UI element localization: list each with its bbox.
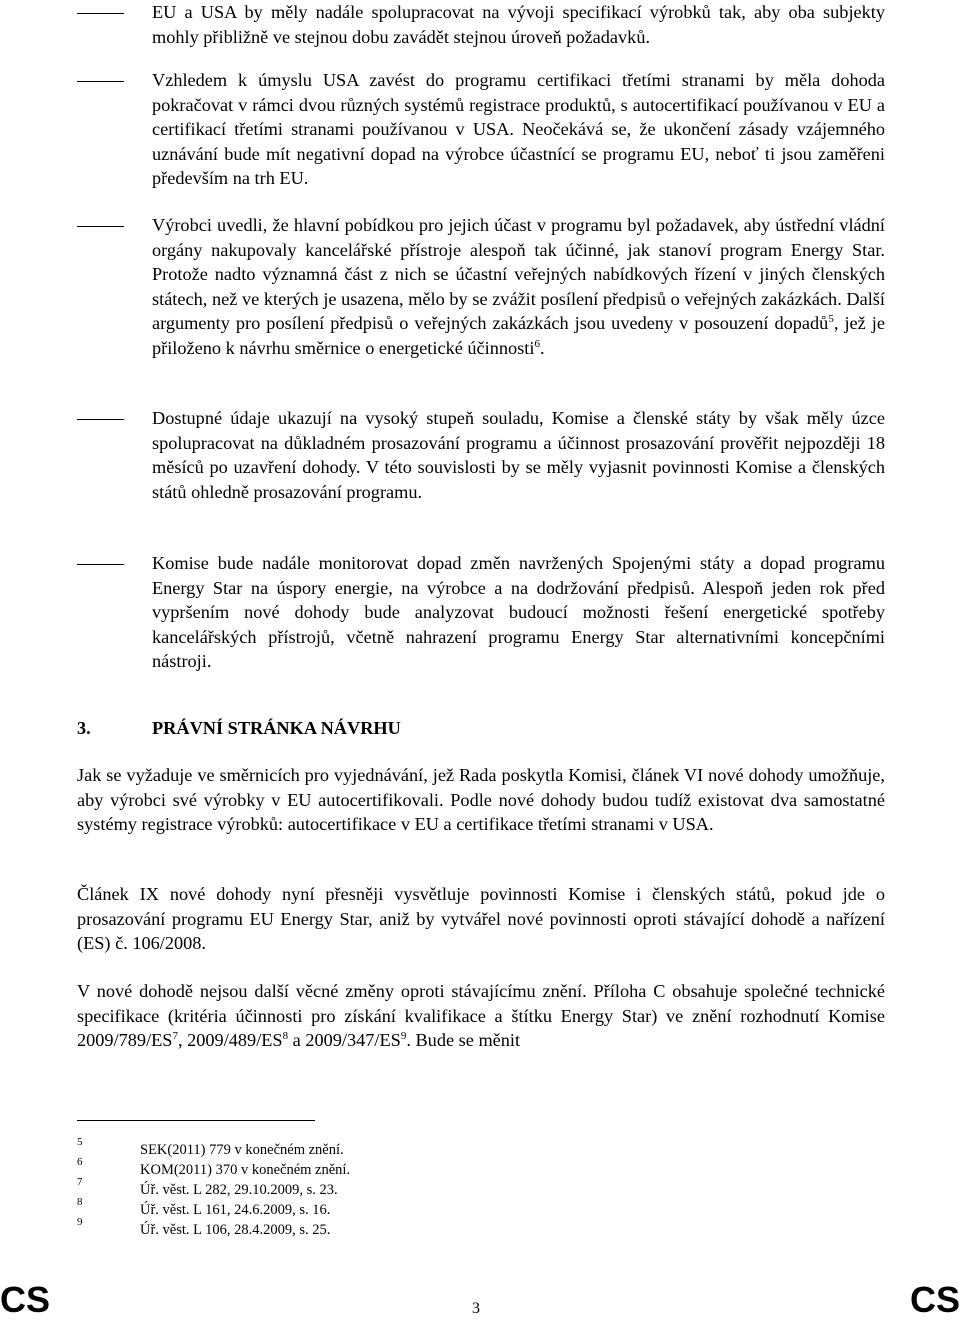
bullet-text: EU a USA by měly nadále spolupracovat na vývoji specifikací výrobků tak, aby oba subjekty mohly přibližně ve stejnou dobu zavádět stejnou úroveň požadavků.: [152, 2, 885, 47]
footnote-number: 7: [77, 1176, 83, 1188]
footnote-text: Úř. věst. L 161, 24.6.2009, s. 16.: [140, 1202, 331, 1218]
paragraph-text-part: V nové dohodě nejsou další věcné změny oproti stávajícímu znění. Příloha C obsahuje společné technické specifikace (kritéria účinnosti pro získání kvalifikace a štítku Energy Star) ve znění rozhodnutí Komise 2009/789/ES: [77, 981, 885, 1051]
footnote: [77, 1156, 677, 1180]
paragraph-text-part: , 2009/489/ES: [177, 1030, 283, 1051]
dash-marker: [77, 226, 124, 227]
bullet-text-part: Výrobci uvedli, že hlavní pobídkou pro jejich účast v programu byl požadavek, aby ústřední vládní orgány nakupovaly kancelářské přístroje alespoň tak účinné, jak stanoví program Energy Star. Protože nadto významná část z nich se účastní veřejných nabídkových řízení v jiných členských státech, než ve kterých je usazena, mělo by se zvážit posílení předpisů o veřejných zakázkách. Další argumenty pro posílení předpisů o veřejných zakázkách jsou uvedeny v posouzení dopadů: [152, 215, 885, 334]
footnote-number: 8: [77, 1196, 83, 1208]
footnote-separator: [77, 1120, 315, 1121]
dash-marker: [77, 419, 124, 420]
bullet-item: [77, 68, 885, 191]
footnote-text: Úř. věst. L 282, 29.10.2009, s. 23.: [140, 1182, 338, 1198]
footer-language-left: CS: [0, 1279, 51, 1320]
bullet-item: [77, 213, 885, 361]
footnote: [77, 1176, 677, 1200]
footnote-number: 9: [77, 1216, 83, 1228]
footnote: [77, 1196, 677, 1220]
bullet-text: Komise bude nadále monitorovat dopad změn navržených Spojenými státy a dopad programu Energy Star na úspory energie, na výrobce a na dodržování předpisů. Alespoň jeden rok před vypršením nové dohody bude analyzovat budoucí možnosti řešení energetické spotřeby kancelářských přístrojů, včetně nahrazení programu Energy Star alternativními koncepčními nástroji.: [152, 553, 885, 672]
bullet-text-part: .: [539, 337, 545, 358]
dash-marker: [77, 564, 124, 565]
bullet-text: [152, 213, 885, 361]
page-number: 3: [472, 1300, 480, 1317]
section-heading: [77, 716, 401, 740]
bullet-text: Vzhledem k úmyslu USA zavést do programu certifikaci třetími stranami by měla dohoda pokračovat v rámci dvou různých systémů registrace produktů, s autocertifikací používanou v EU a certifikací třetími stranami používanou v USA. Neočekává se, že ukončení zásady vzájemného uznávání bude mít negativní dopad na výrobce účastnící se programu EU, neboť ti jsou zaměřeni především na trh EU.: [152, 70, 885, 189]
footnote-ref: 6: [534, 337, 540, 350]
bullet-item: [77, 406, 885, 504]
paragraph-text-part: a 2009/347/ES: [288, 1030, 401, 1051]
paragraph-text-part: . Bude se měnit: [406, 1030, 521, 1051]
footer-language-right: CS: [909, 1279, 960, 1320]
section-title: PRÁVNÍ STRÁNKA NÁVRHU: [152, 718, 401, 738]
bullet-text: Dostupné údaje ukazují na vysoký stupeň souladu, Komise a členské státy by však měly úzce spolupracovat na důkladném prosazování programu a účinnost prosazování prověřit nejpozději 18 měsíců po uzavření dohody. V této souvislosti by se měly vyjasnit povinnosti Komise a členských států ohledně prosazování programu.: [152, 408, 885, 502]
footnote: [77, 1216, 677, 1240]
footnote: [77, 1136, 677, 1160]
footnote-text: Úř. věst. L 106, 28.4.2009, s. 25.: [140, 1222, 331, 1238]
footnote-ref: 9: [400, 1030, 407, 1043]
bullet-item: [77, 551, 885, 674]
footnote-text: SEK(2011) 779 v konečném znění.: [140, 1142, 344, 1158]
footnote-text: KOM(2011) 370 v konečném znění.: [140, 1162, 351, 1178]
footnote-ref: 7: [172, 1030, 178, 1043]
body-paragraph: Jak se vyžaduje ve směrnicích pro vyjednávání, jež Rada poskytla Komisi, článek VI nové dohody umožňuje, aby výrobci své výrobky v EU autocertifikovali. Podle nové dohody budou tudíž existovat dva samostatné systémy registrace výrobků: autocertifikace v EU a certifikace třetími stranami v USA.: [77, 765, 885, 835]
section-number: 3.: [77, 718, 91, 738]
footnote-ref: 8: [282, 1030, 289, 1043]
body-paragraph: Článek IX nové dohody nyní přesněji vysvětluje povinnosti Komise i členských států, pokud jde o prosazování programu EU Energy Star, aniž by vytvářel nové povinnosti oproti stávající dohodě a nařízení (ES) č. 106/2008.: [77, 884, 885, 954]
footnotes: [77, 1136, 677, 1240]
dash-marker: [77, 81, 124, 82]
bullet-text-part: , jež je přiloženo k návrhu směrnice o energetické účinnosti: [152, 313, 885, 358]
footnote-number: 5: [77, 1136, 83, 1148]
body-paragraph: [77, 979, 885, 1053]
bullet-item: [77, 0, 885, 49]
footnote-ref: 5: [828, 313, 834, 326]
footnote-number: 6: [77, 1156, 83, 1168]
dash-marker: [77, 13, 124, 14]
